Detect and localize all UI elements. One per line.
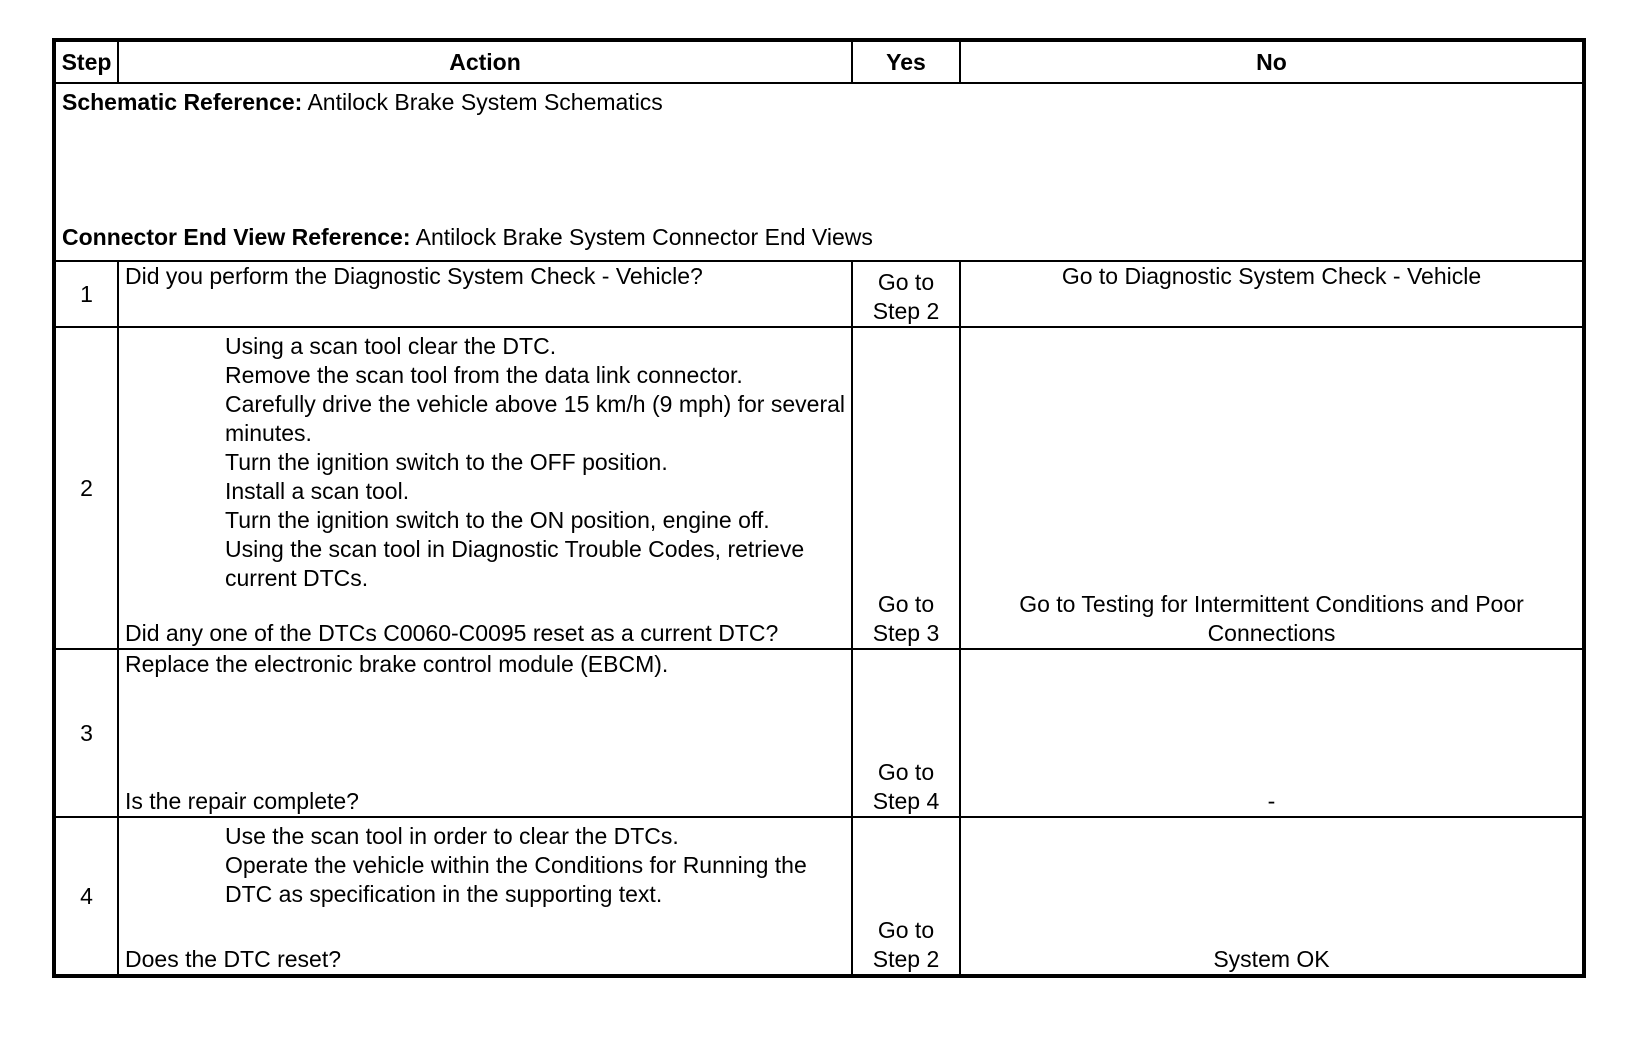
substep: Using the scan tool in Diagnostic Trouble Codes, retrieve current DTCs. [225,536,805,591]
header-row [54,40,1584,83]
step-yes: Go to Step 2 [852,817,960,976]
step-row-1 [54,261,1584,327]
reference-row [54,83,1584,261]
step-yes: Go to Step 4 [852,649,960,817]
substep: Install a scan tool. [225,478,410,504]
step-question: Is the repair complete? [125,788,359,814]
step-no: System OK [960,817,1584,976]
step-question: Did you perform the Diagnostic System Check - Vehicle? [125,263,703,289]
schematic-reference [62,88,1576,117]
step-action [118,649,852,817]
step-number: 2 [54,327,118,649]
substep: Turn the ignition switch to the OFF position. [225,449,668,475]
header-no: No [960,40,1584,83]
connector-reference [62,223,1576,252]
header-yes: Yes [852,40,960,83]
schematic-reference-label: Schematic Reference: [62,89,303,115]
header-action: Action [118,40,852,83]
step-action [118,817,852,976]
substep: Remove the scan tool from the data link connector. [225,362,743,388]
step-action [118,261,852,327]
connector-reference-value: Antilock Brake System Connector End Views [415,224,873,250]
step-no: Go to Testing for Intermittent Conditions and Poor Connections [960,327,1584,649]
step-no: Go to Diagnostic System Check - Vehicle [960,261,1584,327]
step-action [118,327,852,649]
step-row-3 [54,649,1584,817]
step-question: Does the DTC reset? [125,946,342,972]
step-number: 4 [54,817,118,976]
step-question: Did any one of the DTCs C0060-C0095 reset as a current DTC? [125,620,779,646]
reference-cell [54,83,1584,261]
substep: Operate the vehicle within the Conditions for Running the DTC as specification in the supporting text. [225,852,807,907]
step-row-2 [54,327,1584,649]
step-row-4 [54,817,1584,976]
substep: Use the scan tool in order to clear the DTCs. [225,823,679,849]
step-no: - [960,649,1584,817]
substep: Carefully drive the vehicle above 15 km/h (9 mph) for several minutes. [225,391,846,446]
step-number: 1 [54,261,118,327]
substep: Turn the ignition switch to the ON position, engine off. [225,507,770,533]
step-instruction: Replace the electronic brake control module (EBCM). [125,651,669,677]
step-yes: Go to Step 2 [852,261,960,327]
step-number: 3 [54,649,118,817]
schematic-reference-value: Antilock Brake System Schematics [307,89,663,115]
substep: Using a scan tool clear the DTC. [225,333,557,359]
diagnostic-table [52,38,1586,978]
header-step: Step [54,40,118,83]
substep-list [125,822,845,909]
substep-list [125,332,845,593]
step-yes: Go to Step 3 [852,327,960,649]
connector-reference-label: Connector End View Reference: [62,224,411,250]
